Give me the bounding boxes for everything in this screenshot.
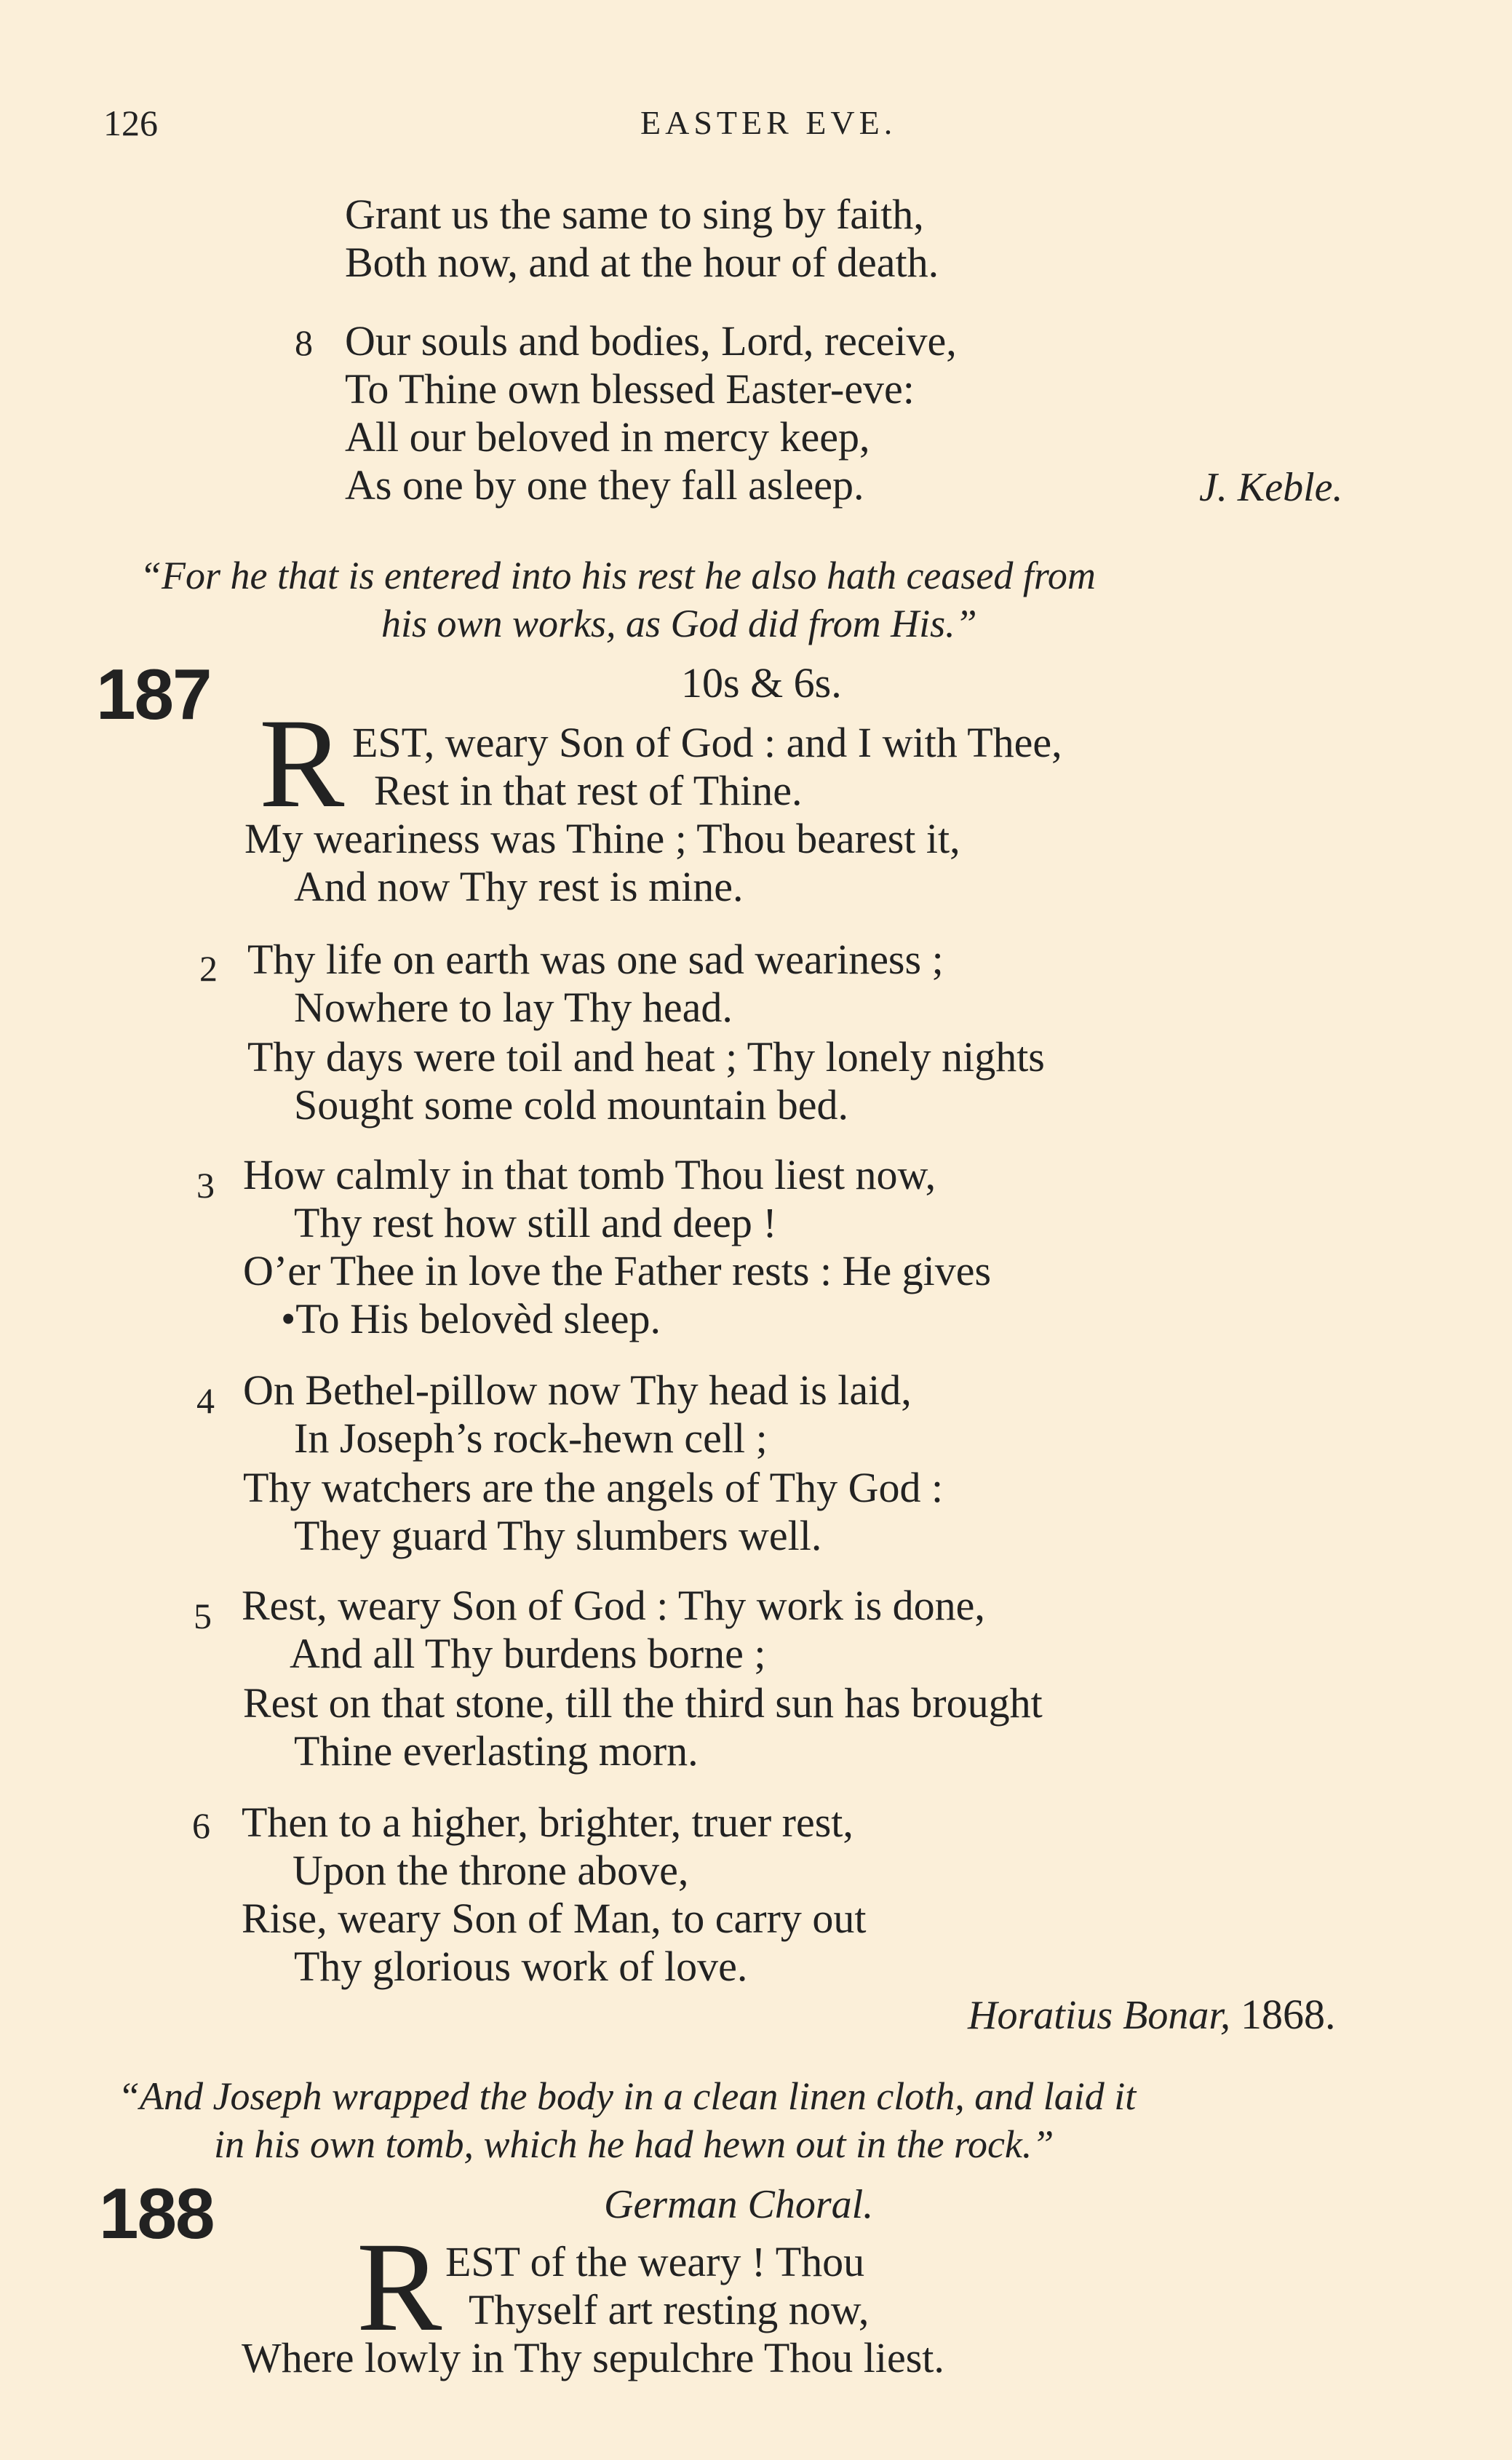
verse-line: O’er Thee in love the Father rests : He gives bbox=[243, 1247, 992, 1294]
verse-line: Both now, and at the hour of death. bbox=[345, 239, 939, 286]
verse-line: How calmly in that tomb Thou liest now, bbox=[243, 1151, 936, 1198]
verse-line: As one by one they fall asleep. bbox=[345, 461, 864, 509]
verse-number: 4 bbox=[196, 1380, 215, 1421]
verse-line: Upon the throne above, bbox=[293, 1847, 689, 1894]
running-title: EASTER EVE. bbox=[640, 104, 897, 141]
verse-line: EST of the weary ! Thou bbox=[445, 2238, 865, 2285]
verse-line: •To His belovèd sleep. bbox=[281, 1295, 661, 1342]
verse-line: Rest in that rest of Thine. bbox=[374, 767, 803, 814]
verse-line: Rest on that stone, till the third sun has brought bbox=[243, 1679, 1043, 1727]
verse-line: Thy glorious work of love. bbox=[294, 1943, 748, 1990]
verse-line: Thyself art resting now, bbox=[469, 2286, 870, 2333]
verse-line: On Bethel-pillow now Thy head is laid, bbox=[243, 1366, 912, 1414]
verse-line: Thy life on earth was one sad weariness ; bbox=[247, 936, 944, 983]
hymn-attribution bbox=[968, 1991, 1335, 2039]
drop-cap: R bbox=[259, 693, 345, 835]
verse-line: All our beloved in mercy keep, bbox=[345, 413, 870, 461]
verse-line: Our souls and bodies, Lord, receive, bbox=[345, 317, 957, 365]
scripture-motto: “For he that is entered into his rest he also hath ceased from bbox=[140, 554, 1096, 597]
hymn-meter: 10s & 6s. bbox=[681, 659, 842, 706]
verse-line: Thy rest how still and deep ! bbox=[294, 1199, 777, 1246]
verse-number: 2 bbox=[199, 948, 218, 989]
hymn-author: Horatius Bonar, bbox=[968, 1993, 1230, 2038]
verse-line: Rise, weary Son of Man, to carry out bbox=[242, 1895, 867, 1942]
verse-number: 8 bbox=[295, 322, 313, 363]
verse-line: And all Thy burdens borne ; bbox=[290, 1630, 766, 1677]
verse-line: And now Thy rest is mine. bbox=[294, 863, 744, 910]
verse-line: Thine everlasting morn. bbox=[294, 1727, 699, 1775]
verse-line: Where lowly in Thy sepulchre Thou liest. bbox=[242, 2334, 944, 2381]
tune-name: German Choral. bbox=[604, 2182, 874, 2227]
verse-line: Rest, weary Son of God : Thy work is done, bbox=[242, 1582, 985, 1629]
verse-line: EST, weary Son of God : and I with Thee, bbox=[352, 719, 1062, 766]
verse-line: To Thine own blessed Easter-eve: bbox=[345, 365, 915, 413]
verse-line: Then to a higher, brighter, truer rest, bbox=[242, 1799, 854, 1846]
verse-line: In Joseph’s rock-hewn cell ; bbox=[294, 1414, 768, 1462]
hymn-year: 1868. bbox=[1240, 1991, 1336, 2038]
page-number: 126 bbox=[103, 103, 158, 143]
verse-line: My weariness was Thine ; Thou bearest it, bbox=[244, 815, 960, 862]
scripture-motto: “And Joseph wrapped the body in a clean linen cloth, and laid it bbox=[118, 2074, 1137, 2118]
scripture-motto: his own works, as God did from His.” bbox=[381, 602, 977, 645]
verse-number: 5 bbox=[194, 1596, 212, 1636]
drop-cap: R bbox=[357, 2216, 442, 2358]
hymn-number: 187 bbox=[96, 654, 211, 734]
scripture-motto: in his own tomb, which he had hewn out in the rock.” bbox=[214, 2122, 1054, 2166]
verse-line: Nowhere to lay Thy head. bbox=[294, 984, 733, 1031]
hymn-number: 188 bbox=[99, 2173, 214, 2253]
verse-line: Thy days were toil and heat ; Thy lonely nights bbox=[247, 1033, 1045, 1080]
hymn-author: J. Keble. bbox=[1199, 465, 1343, 510]
verse-line: Grant us the same to sing by faith, bbox=[345, 191, 924, 238]
verse-number: 6 bbox=[192, 1805, 210, 1846]
verse-number: 3 bbox=[196, 1165, 215, 1206]
verse-line: Thy watchers are the angels of Thy God : bbox=[243, 1464, 944, 1511]
verse-line: Sought some cold mountain bed. bbox=[294, 1081, 848, 1129]
verse-line: They guard Thy slumbers well. bbox=[294, 1512, 822, 1559]
